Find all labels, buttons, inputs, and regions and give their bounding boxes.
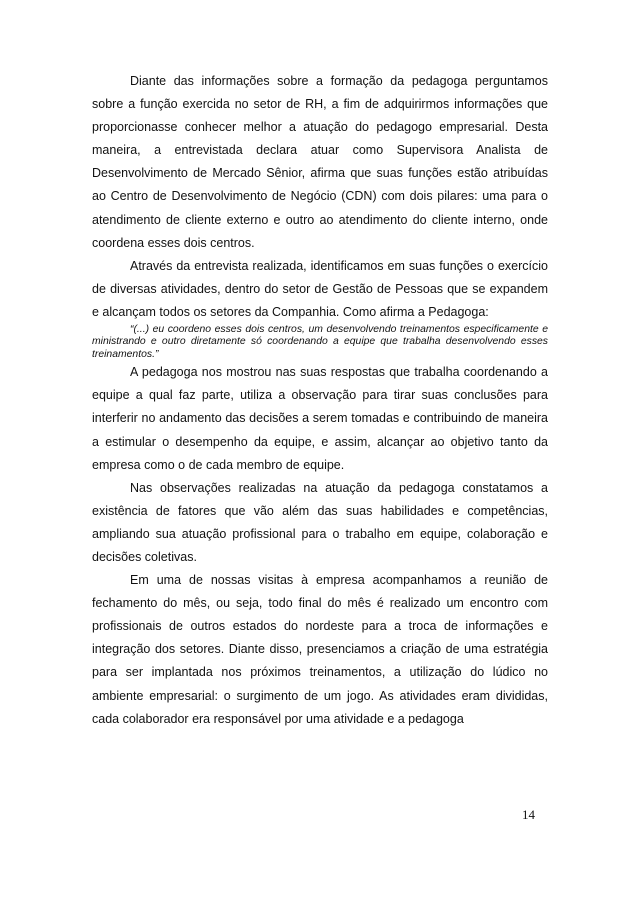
- block-quote: “(...) eu coordeno esses dois centros, um desenvolvendo treinamentos especificamente e ministrando e outro diretamente só coordenando a equipe que trabalha desenvolvendo esses treinamentos.”: [92, 324, 548, 360]
- body-text: [92, 70, 548, 731]
- paragraph-3: A pedagoga nos mostrou nas suas respostas que trabalha coordenando a equipe a qual faz parte, utiliza a observação para tirar suas conclusões para interferir no andamento das decisões a serem tomadas e contribuindo de maneira a estimular o desempenho da equipe, e assim, alcançar ao objetivo tanto da empresa como o de cada membro de equipe.: [92, 365, 548, 472]
- paragraph-2: Através da entrevista realizada, identificamos em suas funções o exercício de diversas atividades, dentro do setor de Gestão de Pessoas que se expandem e alcançam todos os setores da Companhia. Como afirma a Pedagoga:: [92, 258, 548, 319]
- paragraph-1: Diante das informações sobre a formação da pedagoga perguntamos sobre a função exercida no setor de RH, a fim de adquirirmos informações que proporcionasse conhecer melhor a atuação do pedagogo empresarial. Desta maneira, a entrevistada declara atuar como Supervisora Analista de Desenvolvimento de Mercado Sênior, afirma que suas funções estão atribuídas ao Centro de Desenvolvimento de Negócio (CDN) com dois pilares: uma para o atendimento de cliente externo e outro ao atendimento do cliente interno, onde coordena esses dois centros.: [92, 74, 548, 250]
- paragraph-4: Nas observações realizadas na atuação da pedagoga constatamos a existência de fatores que vão além das suas habilidades e competências, ampliando sua atuação profissional para o trabalho em equipe, colaboração e decisões coletivas.: [92, 480, 548, 564]
- paragraph-5: Em uma de nossas visitas à empresa acompanhamos a reunião de fechamento do mês, ou seja, todo final do mês é realizado um encontro com profissionais de outros estados do nordeste para a troca de informações e integração dos setores. Diante disso, presenciamos a criação de uma estratégia para ser implantada nos próximos treinamentos, a utilização do lúdico no ambiente empresarial: o surgimento de um jogo. As atividades eram divididas, cada colaborador era responsável por uma atividade e a pedagoga: [92, 573, 548, 726]
- page-number: 14: [522, 807, 535, 822]
